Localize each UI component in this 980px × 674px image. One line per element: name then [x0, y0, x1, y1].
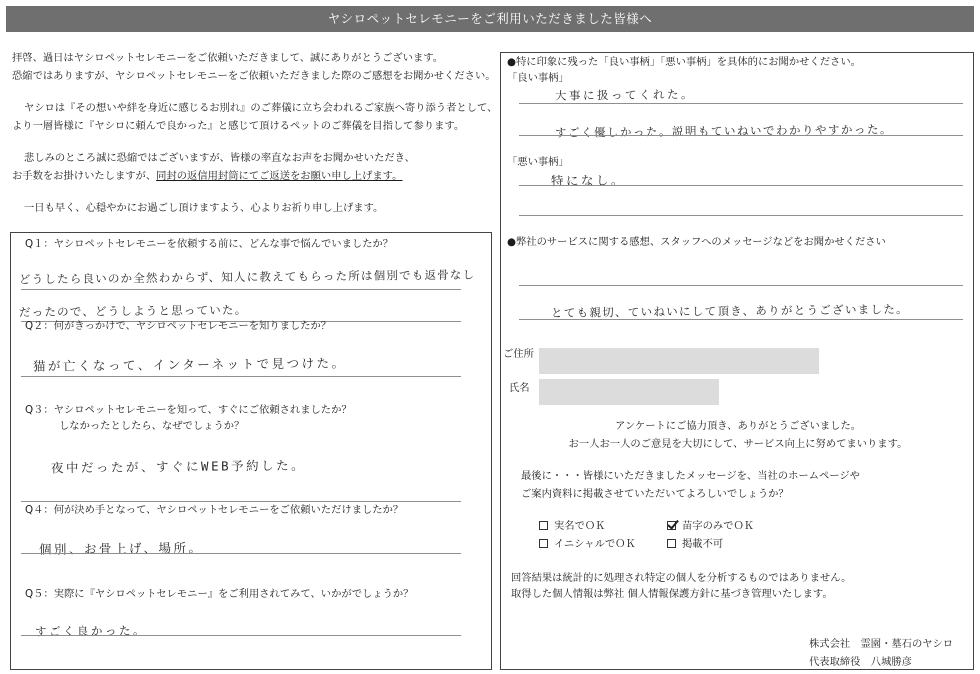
option-initials[interactable]: [539, 537, 636, 552]
answer-rule: [519, 215, 963, 216]
answer-rule: [519, 135, 963, 136]
ceo-name: 代表取締役 八城勝彦: [809, 656, 912, 668]
option-label: イニシャルでＯＫ: [554, 538, 636, 550]
answer-rule: [519, 103, 963, 104]
answer-1-line-2: だったので、どうしようと思っていた。: [18, 302, 248, 320]
intro-text: [12, 50, 498, 218]
intro-line: 一日も早く、心穏やかにお過ごし頂けますよう、心よりお祈り申し上げます。: [24, 202, 384, 214]
publish-question-1: 最後に・・・皆様にいただきましたメッセージを、当社のホームページや: [521, 470, 860, 482]
checkbox-icon[interactable]: [539, 539, 548, 548]
privacy-line-2: 取得した個人情報は弊社 個人情報保護方針に基づき管理いたします。: [511, 588, 833, 600]
option-real-name[interactable]: [539, 519, 605, 534]
answer-rule: [21, 501, 461, 502]
thanks-line-1: アンケートにご協力頂き、ありがとうございました。: [614, 420, 862, 432]
good-answer-line-2: すごく優しかった。説明もていねいでわかりやすかった。: [554, 122, 894, 140]
impression-question: ●特に印象に残った「良い事柄」「悪い事柄」を具体的にお聞かせください。: [507, 56, 861, 68]
checkbox-icon[interactable]: [667, 539, 676, 548]
publish-question-2: ご案内資料に掲載させていただいてよろしいでしょうか？: [521, 488, 789, 500]
address-redacted: [539, 348, 819, 374]
answer-2: 猫が亡くなって、インターネットで見つけた。: [32, 355, 347, 374]
answer-rule: [21, 635, 461, 636]
option-surname-only[interactable]: [667, 519, 754, 534]
address-label: ご住所: [503, 348, 534, 360]
option-no-publish[interactable]: [667, 537, 723, 552]
question-3-sub: しなかったとしたら、なぜでしょうか？: [59, 420, 245, 432]
good-answer-line-1: 大事に扱ってくれた。: [554, 87, 696, 103]
option-label: 掲載不可: [682, 538, 724, 550]
good-points-label: 「良い事柄」: [507, 72, 569, 84]
bad-points-label: 「悪い事柄」: [507, 156, 569, 168]
question-4: Q４：何が決め手となって、ヤシロペットセレモニーをご依頼いただけましたか？: [25, 504, 404, 516]
answer-rule: [21, 289, 461, 290]
answer-rule: [21, 376, 461, 377]
question-5: Q５：実際に『ヤシロペットセレモニー』をご利用されてみて、いかがでしょうか？: [25, 588, 414, 600]
answer-rule: [519, 185, 963, 186]
option-label: 苗字のみでＯＫ: [682, 520, 755, 532]
intro-line: 悲しみのところ誠に恐縮ではございますが、皆様の率直なお声をお聞かせいただき、: [24, 152, 415, 164]
page-title: ヤシロペットセレモニーをご利用いただきました皆様へ: [6, 6, 974, 32]
intro-text-segment: お手数をお掛けいたしますが、: [12, 169, 157, 182]
answer-5: すごく良かった。: [34, 623, 148, 639]
privacy-line-1: 回答結果は統計的に処理され特定の個人を分析するものではありません。: [511, 572, 852, 584]
answer-1-line-1: どうしたら良いのか全然わからず、知人に教えてもらった所は個別でも返骨なし: [18, 267, 476, 287]
answer-3: 夜中だったが、すぐにWEB予約した。: [50, 457, 307, 476]
question-3: Q３：ヤシロペットセレモニーを知って、すぐにご依頼されましたか？: [25, 404, 352, 416]
message-answer: とても親切、ていねいにして頂き、ありがとうございました。: [550, 302, 910, 320]
name-redacted: [539, 379, 719, 405]
questions-box: [10, 232, 492, 670]
intro-line: ヤシロは『その想いや絆を身近に感じるお別れ』のご葬儀に立ち会われるご家族へ寄り添う者として、: [24, 102, 498, 114]
return-envelope-note: 同封の返信用封筒にてご返送をお願い申し上げます。: [156, 169, 403, 182]
message-question: ●弊社のサービスに関する感想、スタッフへのメッセージなどをお聞かせください: [507, 236, 886, 248]
answer-rule: [519, 319, 963, 320]
name-label: 氏名: [509, 382, 530, 394]
intro-line: [12, 168, 492, 186]
checkbox-checked-icon[interactable]: [667, 521, 676, 530]
question-1: Q１：ヤシロペットセレモニーを依頼する前に、どんな事で悩んでいましたか？: [25, 238, 394, 250]
answer-rule: [21, 553, 461, 554]
answer-4: 個別、お骨上げ、場所。: [38, 540, 204, 557]
checkbox-icon[interactable]: [539, 521, 548, 530]
question-2: Q２：何がきっかけで、ヤシロペットセレモニーを知りましたか？: [25, 320, 332, 332]
answer-rule: [519, 285, 963, 286]
intro-line: 恐縮ではありますが、ヤシロペットセレモニーをご依頼いただきました際のご感想をお聞かせください。: [12, 69, 496, 82]
bad-answer: 特になし。: [550, 172, 627, 189]
option-label: 実名でＯＫ: [554, 520, 606, 532]
feedback-box: [500, 52, 974, 670]
intro-line: 拝啓、過日はヤシロペットセレモニーをご依頼いただきまして、誠にありがとうございます。: [12, 52, 444, 64]
thanks-line-2: お一人お一人のご意見を大切にして、サービス向上に努めてまいります。: [568, 438, 908, 450]
intro-line: より一層皆様に『ヤシロに頼んで良かった』と感じて頂けるペットのご葬儀を目指して参ります。: [12, 119, 465, 132]
company-name: 株式会社 霊園・墓石のヤシロ: [809, 638, 954, 650]
